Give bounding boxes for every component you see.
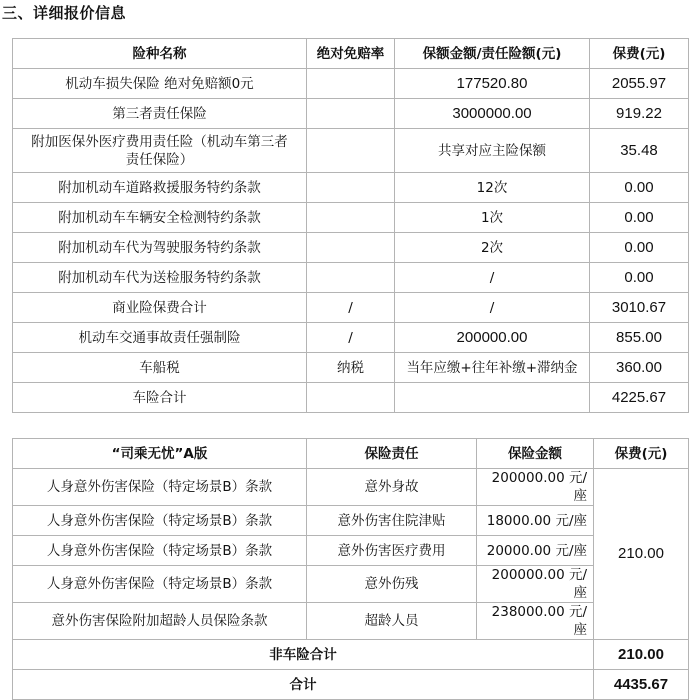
liability: 意外伤害住院津贴 <box>307 506 477 536</box>
header-liability: 保险责任 <box>307 439 477 469</box>
sum-insured: 18000.00 元/座 <box>477 506 594 536</box>
coverage-amount: 1次 <box>395 203 590 233</box>
insurance-name: 车险合计 <box>13 383 307 413</box>
non-vehicle-total-label: 非车险合计 <box>13 640 594 670</box>
coverage-amount: / <box>395 263 590 293</box>
premium: 360.00 <box>590 353 689 383</box>
table-header-row <box>13 439 689 469</box>
deductible-rate: / <box>307 323 395 353</box>
header-coverage-amount: 保额金额/责任险额(元) <box>395 39 590 69</box>
premium: 919.22 <box>590 99 689 129</box>
premium: 0.00 <box>590 203 689 233</box>
insurance-name: 机动车损失保险 绝对免赔额0元 <box>13 69 307 99</box>
liability: 意外伤害医疗费用 <box>307 536 477 566</box>
deductible-rate <box>307 263 395 293</box>
table-row <box>13 383 689 413</box>
deductible-rate <box>307 129 395 173</box>
premium: 2055.97 <box>590 69 689 99</box>
coverage-amount: 200000.00 <box>395 323 590 353</box>
premium: 0.00 <box>590 233 689 263</box>
coverage-amount: 177520.80 <box>395 69 590 99</box>
insurance-name: 附加机动车道路救援服务特约条款 <box>13 173 307 203</box>
vehicle-insurance-quote-table <box>12 38 689 413</box>
header-product-name: “司乘无忧”A版 <box>13 439 307 469</box>
insurance-name: 机动车交通事故责任强制险 <box>13 323 307 353</box>
premium: 3010.67 <box>590 293 689 323</box>
liability: 意外伤残 <box>307 566 477 603</box>
table-row <box>13 263 689 293</box>
grand-total-row <box>13 670 689 700</box>
table-row <box>13 69 689 99</box>
premium: 4225.67 <box>590 383 689 413</box>
table-row <box>13 566 689 603</box>
grand-total-value: 4435.67 <box>594 670 689 700</box>
coverage-amount <box>395 383 590 413</box>
insurance-name: 商业险保费合计 <box>13 293 307 323</box>
clause-name: 人身意外伤害保险（特定场景B）条款 <box>13 536 307 566</box>
insurance-name: 附加机动车车辆安全检测特约条款 <box>13 203 307 233</box>
header-insurance-name: 险种名称 <box>13 39 307 69</box>
table-row <box>13 506 689 536</box>
table-header-row <box>13 39 689 69</box>
section-title: 三、详细报价信息 <box>2 4 127 22</box>
table-row <box>13 603 689 640</box>
deductible-rate <box>307 383 395 413</box>
premium: 0.00 <box>590 263 689 293</box>
insurance-name: 附加医保外医疗费用责任险（机动车第三者责任保险） <box>13 129 307 173</box>
deductible-rate: 纳税 <box>307 353 395 383</box>
table-row <box>13 233 689 263</box>
coverage-amount: 2次 <box>395 233 590 263</box>
table-row <box>13 536 689 566</box>
premium: 855.00 <box>590 323 689 353</box>
sum-insured: 238000.00 元/座 <box>477 603 594 640</box>
grand-total-label: 合计 <box>13 670 594 700</box>
table-row <box>13 173 689 203</box>
insurance-name: 第三者责任保险 <box>13 99 307 129</box>
header-premium: 保费(元) <box>590 39 689 69</box>
non-vehicle-total-row <box>13 640 689 670</box>
clause-name: 人身意外伤害保险（特定场景B）条款 <box>13 506 307 536</box>
header-premium: 保费(元) <box>594 439 689 469</box>
deductible-rate <box>307 173 395 203</box>
deductible-rate <box>307 233 395 263</box>
deductible-rate: / <box>307 293 395 323</box>
coverage-amount: 3000000.00 <box>395 99 590 129</box>
table-row <box>13 99 689 129</box>
clause-name: 意外伤害保险附加超龄人员保险条款 <box>13 603 307 640</box>
liability: 意外身故 <box>307 469 477 506</box>
liability: 超龄人员 <box>307 603 477 640</box>
coverage-amount: 12次 <box>395 173 590 203</box>
table-row <box>13 323 689 353</box>
merged-premium: 210.00 <box>594 469 689 640</box>
deductible-rate <box>307 99 395 129</box>
header-deductible-rate: 绝对免赔率 <box>307 39 395 69</box>
clause-name: 人身意外伤害保险（特定场景B）条款 <box>13 566 307 603</box>
insurance-name: 附加机动车代为送检服务特约条款 <box>13 263 307 293</box>
table-row <box>13 293 689 323</box>
table-row <box>13 469 689 506</box>
insurance-name: 车船税 <box>13 353 307 383</box>
deductible-rate <box>307 203 395 233</box>
table-row <box>13 129 689 173</box>
non-vehicle-insurance-table <box>12 438 689 700</box>
insurance-name: 附加机动车代为驾驶服务特约条款 <box>13 233 307 263</box>
premium: 0.00 <box>590 173 689 203</box>
non-vehicle-total-value: 210.00 <box>594 640 689 670</box>
coverage-amount: 共享对应主险保额 <box>395 129 590 173</box>
table-row <box>13 203 689 233</box>
sum-insured: 200000.00 元/座 <box>477 566 594 603</box>
coverage-amount: / <box>395 293 590 323</box>
deductible-rate <box>307 69 395 99</box>
table-row <box>13 353 689 383</box>
sum-insured: 20000.00 元/座 <box>477 536 594 566</box>
premium: 35.48 <box>590 129 689 173</box>
clause-name: 人身意外伤害保险（特定场景B）条款 <box>13 469 307 506</box>
coverage-amount: 当年应缴+往年补缴+滞纳金 <box>395 353 590 383</box>
sum-insured: 200000.00 元/座 <box>477 469 594 506</box>
header-sum-insured: 保险金额 <box>477 439 594 469</box>
